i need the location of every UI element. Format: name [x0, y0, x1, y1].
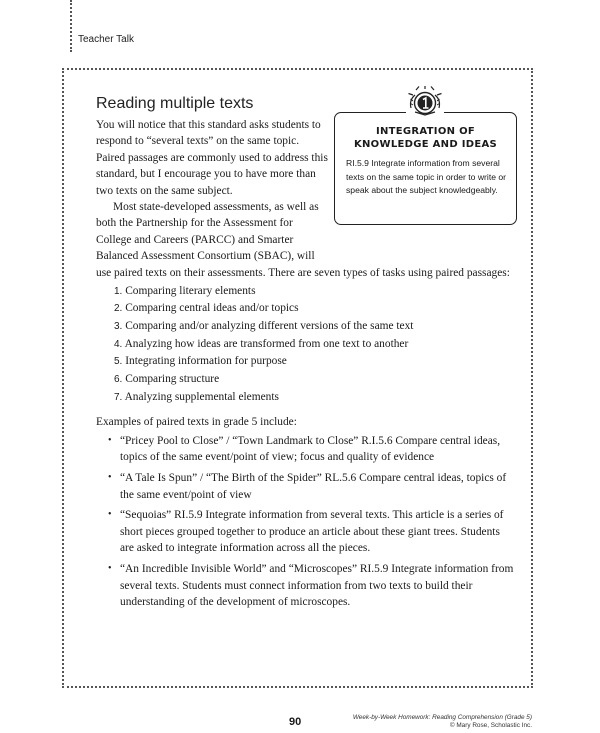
example-text: “Sequoias” RI.5.9 Integrate information from several texts. This article is a series of short pieces grouped together to produce an article about these giant trees. Students are asked to integrate information across all the pieces.: [120, 509, 504, 555]
page-title: Reading multiple texts: [96, 95, 254, 112]
task-number: 5.: [114, 356, 123, 368]
bullet-icon: •: [108, 434, 112, 446]
bullet-icon: •: [108, 563, 112, 575]
intro-paragraph-2: Most state-developed assessments, as well as both the Partnership for the Assessment for College and Careers (PARCC) and Smarter Balanced Assessment Consortium (SBAC), will use paired texts on their assessments. There are seven types of tasks using paired passages:: [96, 201, 510, 279]
example-item: [108, 470, 516, 503]
task-number: 3.: [114, 320, 123, 332]
example-list: [96, 433, 516, 611]
examples-intro: Examples of paired texts in grade 5 include:: [96, 416, 297, 429]
task-text: Analyzing how ideas are transformed from one text to another: [124, 337, 409, 350]
standard-text: RI.5.9 Integrate information from several texts on the same topic in order to write or speak about the subject knowledgeably.: [346, 158, 507, 196]
task-text: Comparing central ideas and/or topics: [125, 302, 299, 315]
task-number: 4.: [114, 338, 123, 350]
badge-graphic: [406, 86, 444, 116]
task-item: [114, 318, 516, 336]
task-number: 1.: [114, 285, 123, 297]
task-number: 7.: [114, 391, 123, 403]
task-item: [114, 336, 516, 354]
page-number: 90: [289, 716, 302, 728]
task-text: Comparing structure: [125, 373, 220, 386]
task-item: [114, 283, 516, 301]
example-item: [108, 507, 516, 557]
standard-heading-line-2: KNOWLEDGE AND IDEAS: [353, 139, 498, 150]
badge-icon: [406, 86, 444, 116]
example-item: [108, 433, 516, 466]
task-list: [96, 283, 516, 407]
section-label: Teacher Talk: [78, 34, 134, 45]
callout-space: [328, 117, 516, 260]
book-title: Week-by-Week Homework: Reading Comprehension (Grade 5): [352, 714, 532, 721]
intro-paragraph-1: You will notice that this standard asks students to respond to “several texts” on the same topic. Paired passages are commonly used to address this standard, but I encourage you to have more than two texts on the same subject.: [96, 119, 328, 197]
task-number: 2.: [114, 303, 123, 315]
task-item: [114, 389, 516, 407]
copyright: © Mary Rose, Scholastic Inc.: [449, 722, 532, 729]
task-text: Analyzing supplemental elements: [124, 390, 279, 403]
task-text: Comparing literary elements: [125, 284, 256, 297]
example-item: [108, 561, 516, 611]
example-text: “An Incredible Invisible World” and “Microscopes” RI.5.9 Integrate information from several texts. Students must connect information from two texts to build their understanding of the development of microscopes.: [120, 563, 514, 609]
task-text: Comparing and/or analyzing different versions of the same text: [125, 319, 414, 332]
task-text: Integrating information for purpose: [125, 355, 287, 368]
task-number: 6.: [114, 374, 123, 386]
standard-heading-line-1: INTEGRATION OF: [375, 126, 476, 137]
bullet-icon: •: [108, 472, 112, 484]
body-text: [96, 117, 516, 615]
footer-credit: [353, 714, 532, 730]
task-item: [114, 300, 516, 318]
task-item: [114, 371, 516, 389]
example-text: “Pricey Pool to Close” / “Town Landmark to Close” R.I.5.6 Compare central ideas, topics of the same event/point of view; focus and quality of evidence: [120, 434, 501, 464]
bullet-icon: •: [108, 509, 112, 521]
task-item: [114, 353, 516, 371]
top-dotted-rule: [70, 0, 72, 52]
example-text: “A Tale Is Spun” / “The Birth of the Spider” RL.5.6 Compare central ideas, topics of the same event/point of view: [120, 472, 507, 501]
